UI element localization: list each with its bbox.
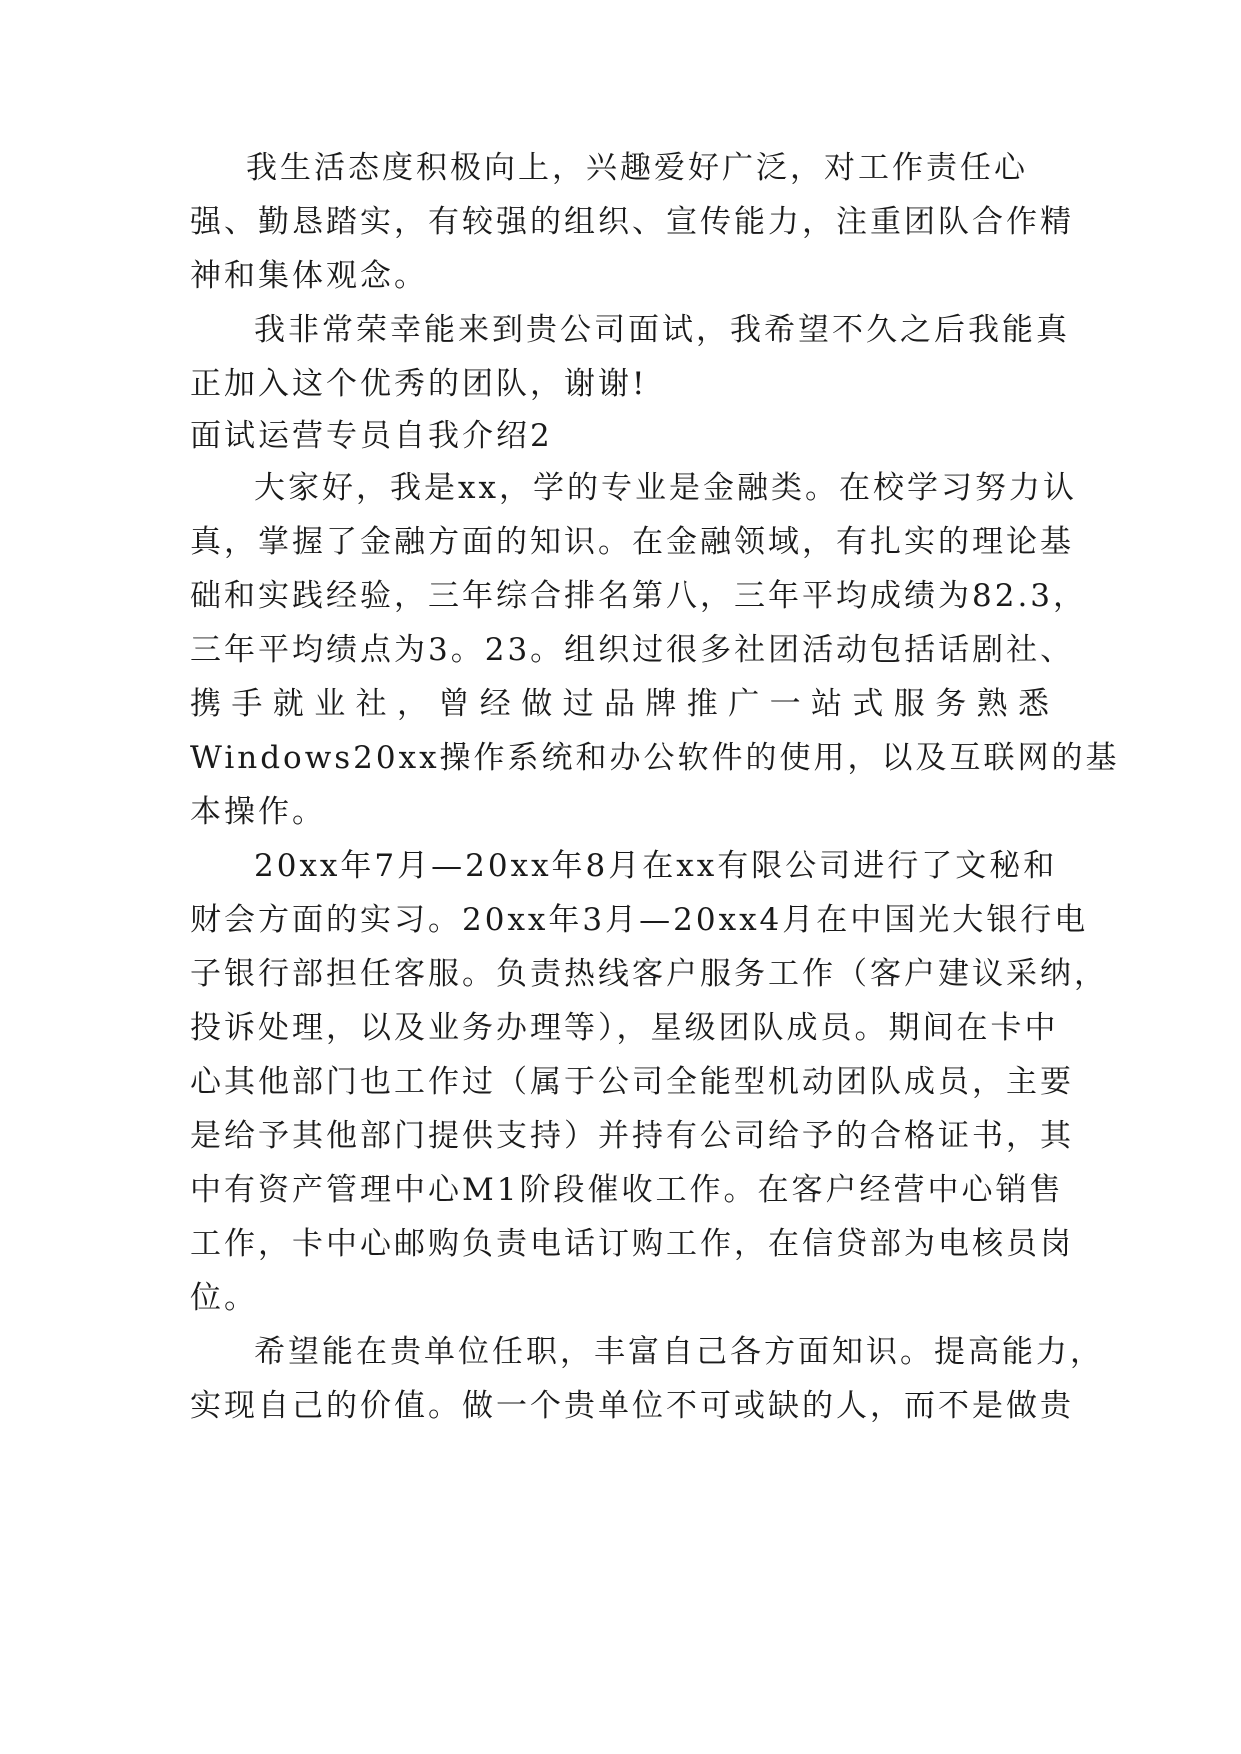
paragraph-line: 位。: [190, 1280, 258, 1316]
paragraph-line: 三年平均绩点为3。23。组织过很多社团活动包括话剧社、: [190, 632, 1075, 668]
paragraph-line: 中有资产管理中心M1阶段催收工作。在客户经营中心销售: [190, 1172, 1064, 1208]
paragraph-line: 我非常荣幸能来到贵公司面试，我希望不久之后我能真: [254, 312, 1070, 348]
paragraph-line: 心其他部门也工作过（属于公司全能型机动团队成员，主要: [190, 1064, 1074, 1100]
paragraph-line: 我生活态度积极向上，兴趣爱好广泛，对工作责任心: [246, 150, 1028, 186]
paragraph-line: 础和实践经验，三年综合排名第八，三年平均成绩为82.3，: [190, 578, 1088, 614]
paragraph-line: 是给予其他部门提供支持）并持有公司给予的合格证书，其: [190, 1118, 1074, 1154]
paragraph-line: 20xx年7月—20xx年8月在xx有限公司进行了文秘和: [254, 848, 1058, 884]
paragraph-line: 强、勤恳踏实，有较强的组织、宣传能力，注重团队合作精: [190, 204, 1074, 240]
section-heading: 面试运营专员自我介绍2: [190, 418, 553, 454]
paragraph-line: 大家好，我是xx，学的专业是金融类。在校学习努力认: [254, 470, 1077, 506]
paragraph-line: 财会方面的实习。20xx年3月—20xx4月在中国光大银行电: [190, 902, 1089, 938]
paragraph-line: 子银行部担任客服。负责热线客户服务工作（客户建议采纳，: [190, 956, 1108, 992]
paragraph-line: 正加入这个优秀的团队，谢谢!: [190, 366, 648, 402]
paragraph-line: Windows20xx操作系统和办公软件的使用，以及互联网的基: [190, 740, 1120, 776]
paragraph-line: 实现自己的价值。做一个贵单位不可或缺的人，而不是做贵: [190, 1388, 1074, 1424]
paragraph-line: 希望能在贵单位任职，丰富自己各方面知识。提高能力，: [254, 1334, 1104, 1370]
paragraph-line: 投诉处理，以及业务办理等），星级团队成员。期间在卡中: [190, 1010, 1059, 1046]
paragraph-line: 真，掌握了金融方面的知识。在金融领域，有扎实的理论基: [190, 524, 1074, 560]
paragraph-line: 携手就业社，曾经做过品牌推广一站式服务熟悉: [190, 686, 1052, 722]
paragraph-line: 神和集体观念。: [190, 258, 428, 294]
paragraph-line: 工作，卡中心邮购负责电话订购工作，在信贷部为电核员岗: [190, 1226, 1074, 1262]
paragraph-line: 本操作。: [190, 794, 326, 830]
